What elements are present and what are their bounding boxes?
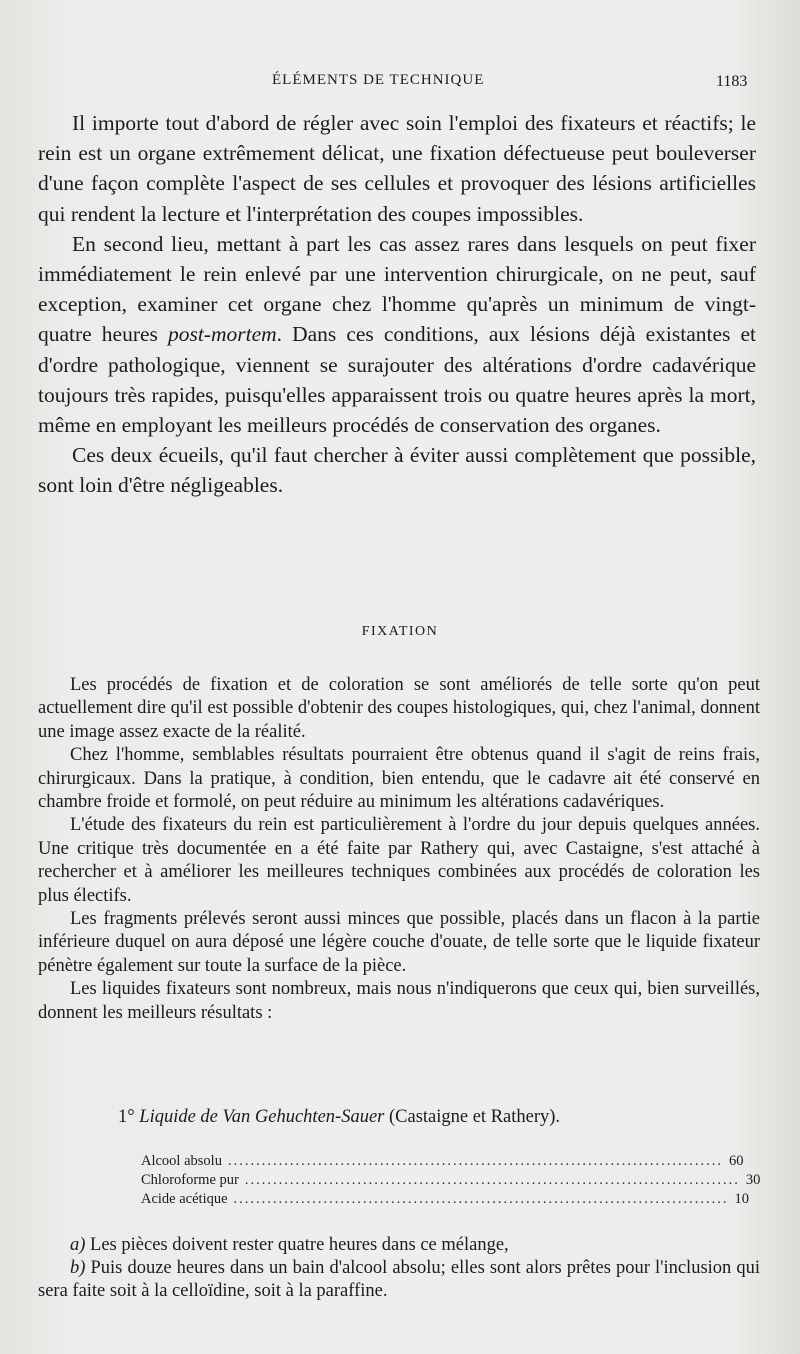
intro-paragraph-2 xyxy=(38,229,756,440)
procedure-step xyxy=(38,1257,760,1303)
section-paragraph-5: Les liquides fixateurs sont nombreux, mais nous n'indiquerons que ceux qui, bien surveillés, donnent les meilleurs résultats : xyxy=(38,979,760,1023)
ingredient-name: Chloroforme pur xyxy=(141,1172,239,1188)
recipe-row xyxy=(141,1171,761,1190)
recipe-row xyxy=(141,1190,750,1209)
step-label: a) xyxy=(70,1235,86,1255)
section-paragraph-1: Les procédés de fixation et de coloration se sont améliorés de telle sorte qu'on peut actuellement dire qu'il est possible d'obtenir des coupes histologiques, qui, chez l'animal, donnent une image assez exacte de la réalité. xyxy=(38,675,760,742)
step-label: b) xyxy=(70,1258,86,1278)
ingredient-name: Acide acétique xyxy=(141,1191,228,1207)
formula-number: 1° xyxy=(118,1107,135,1127)
section-text xyxy=(38,674,760,1025)
leader-dots: ........................................................................................ xyxy=(244,1172,740,1188)
ingredient-quantity: 60 xyxy=(728,1153,744,1169)
page-number: 1183 xyxy=(716,73,748,90)
section-paragraph-4: Les fragments prélevés seront aussi minces que possible, placés dans un flacon à la partie inférieure duquel on aura déposé une légère couche d'ouate, de telle sorte que le liquide fixateur pénètre également sur toute la surface de la pièce. xyxy=(38,909,760,976)
section-paragraph-3: L'étude des fixateurs du rein est particulièrement à l'ordre du jour depuis quelques années. Une critique très documentée en a été faite par Rathery qui, avec Castaigne, s'est attaché à rechercher et à améliorer les meilleures techniques combinées aux procédés de coloration les plus électifs. xyxy=(38,815,760,906)
intro-paragraph-2-start: En second lieu, mettant à part les cas assez rares dans lesquels on peut fixer immédiatement le rein enlevé par une intervention chirurgicale, on ne peut, sauf exception, examiner cet organe chez l'homme qu'après un minimum de vingt-quatre heures xyxy=(38,231,756,347)
intro-text xyxy=(38,108,756,501)
leader-dots: ........................................................................................ xyxy=(227,1153,723,1169)
intro-paragraph-3: Ces deux écueils, qu'il faut chercher à éviter aussi complètement que possible, sont loin d'être négligeables. xyxy=(38,443,756,498)
procedure-step xyxy=(38,1234,760,1257)
ingredient-quantity: 10 xyxy=(734,1191,750,1207)
formula-authors: (Castaigne et Rathery). xyxy=(388,1107,561,1127)
leader-dots: ........................................................................................ xyxy=(233,1191,729,1207)
recipe-row xyxy=(141,1152,744,1171)
intro-paragraph-1: Il importe tout d'abord de régler avec soin l'emploi des fixateurs et réactifs; le rein est un organe extrêmement délicat, une fixation défectueuse peut bouleverser d'une façon complète l'aspect de ses cellules et provoquer des lésions artificielles qui rendent la lecture et l'interprétation des coupes impossibles. xyxy=(38,111,756,226)
step-text: Puis douze heures dans un bain d'alcool absolu; elles sont alors prêtes pour l'inclusion qui sera faite soit à la celloïdine, soit à la paraffine. xyxy=(38,1258,760,1301)
section-paragraph-2: Chez l'homme, semblables résultats pourraient être obtenus quand il s'agit de reins frais, chirurgicaux. Dans la pratique, à condition, bien entendu, que le cadavre ait été conservé en chambre froide et formolé, on peut réduire au minimum les altérations cadavériques. xyxy=(38,745,760,813)
ingredient-name: Alcool absolu xyxy=(141,1153,222,1169)
step-text: Les pièces doivent rester quatre heures dans ce mélange, xyxy=(90,1235,509,1255)
running-title: ÉLÉMENTS DE TECHNIQUE xyxy=(272,72,485,88)
ingredient-quantity: 30 xyxy=(745,1172,761,1188)
page-header xyxy=(0,72,800,96)
formula-title xyxy=(118,1107,758,1128)
section-heading: FIXATION xyxy=(361,624,439,639)
recipe-table xyxy=(141,1152,761,1209)
formula-name: Liquide de Van Gehuchten-Sauer xyxy=(139,1107,385,1127)
intro-paragraph-2-end: . Dans ces conditions, aux lésions déjà existantes et d'ordre pathologique, viennent se surajouter des altérations d'ordre cadavérique toujours très rapides, puisqu'elles apparaissent trois ou quatre heures après la mort, même en employant les meilleurs procédés de conservation des organes. xyxy=(38,322,756,438)
post-mortem-emphasis: post-mortem xyxy=(167,322,277,347)
procedure-steps xyxy=(38,1234,760,1303)
